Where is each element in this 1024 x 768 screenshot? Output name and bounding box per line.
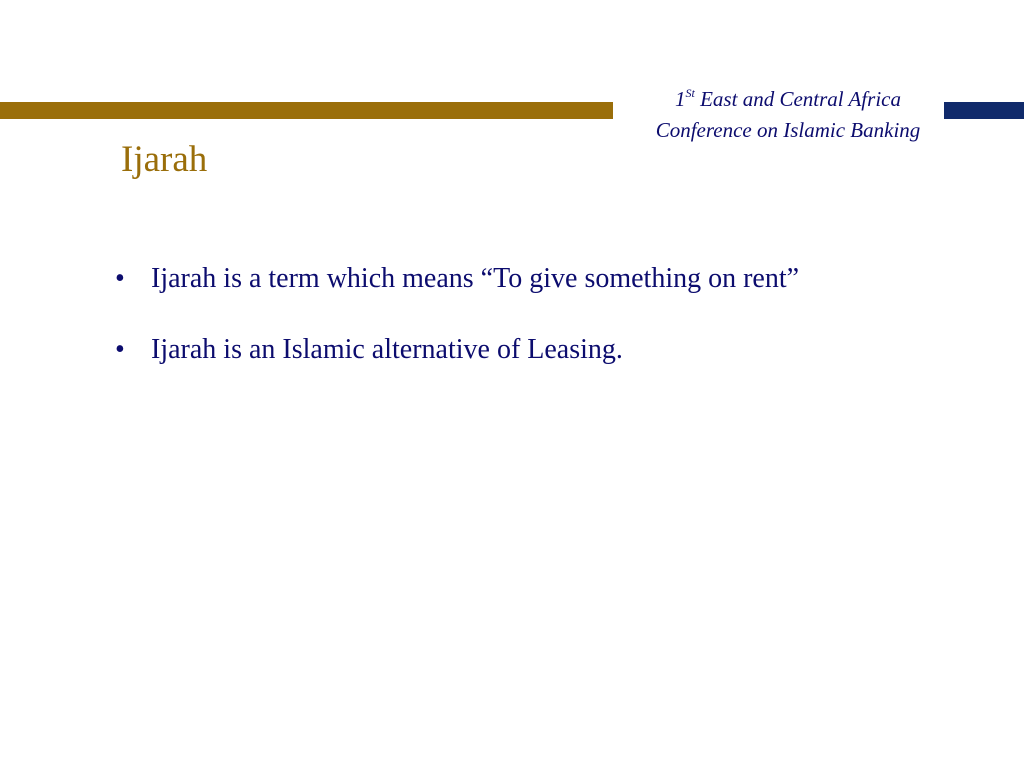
bullet-marker: •: [115, 334, 125, 365]
bullet-marker: •: [115, 263, 125, 294]
bullet-list: [110, 260, 1010, 402]
conference-line-1: [618, 84, 958, 115]
conference-header: [618, 84, 958, 146]
bullet-text: Ijarah is a term which means “To give something on rent”: [151, 263, 800, 294]
conference-number: 1: [675, 87, 686, 111]
bullet-item: [110, 331, 1010, 369]
bullet-text: Ijarah is an Islamic alternative of Leasing.: [151, 334, 623, 365]
bullet-item: [110, 260, 1010, 298]
conference-superscript: St: [685, 86, 695, 100]
slide-title: Ijarah: [121, 139, 208, 180]
header-gold-bar: [0, 102, 613, 119]
conference-line-1-text: East and Central Africa: [694, 87, 901, 111]
conference-line-2: Conference on Islamic Banking: [655, 118, 921, 142]
